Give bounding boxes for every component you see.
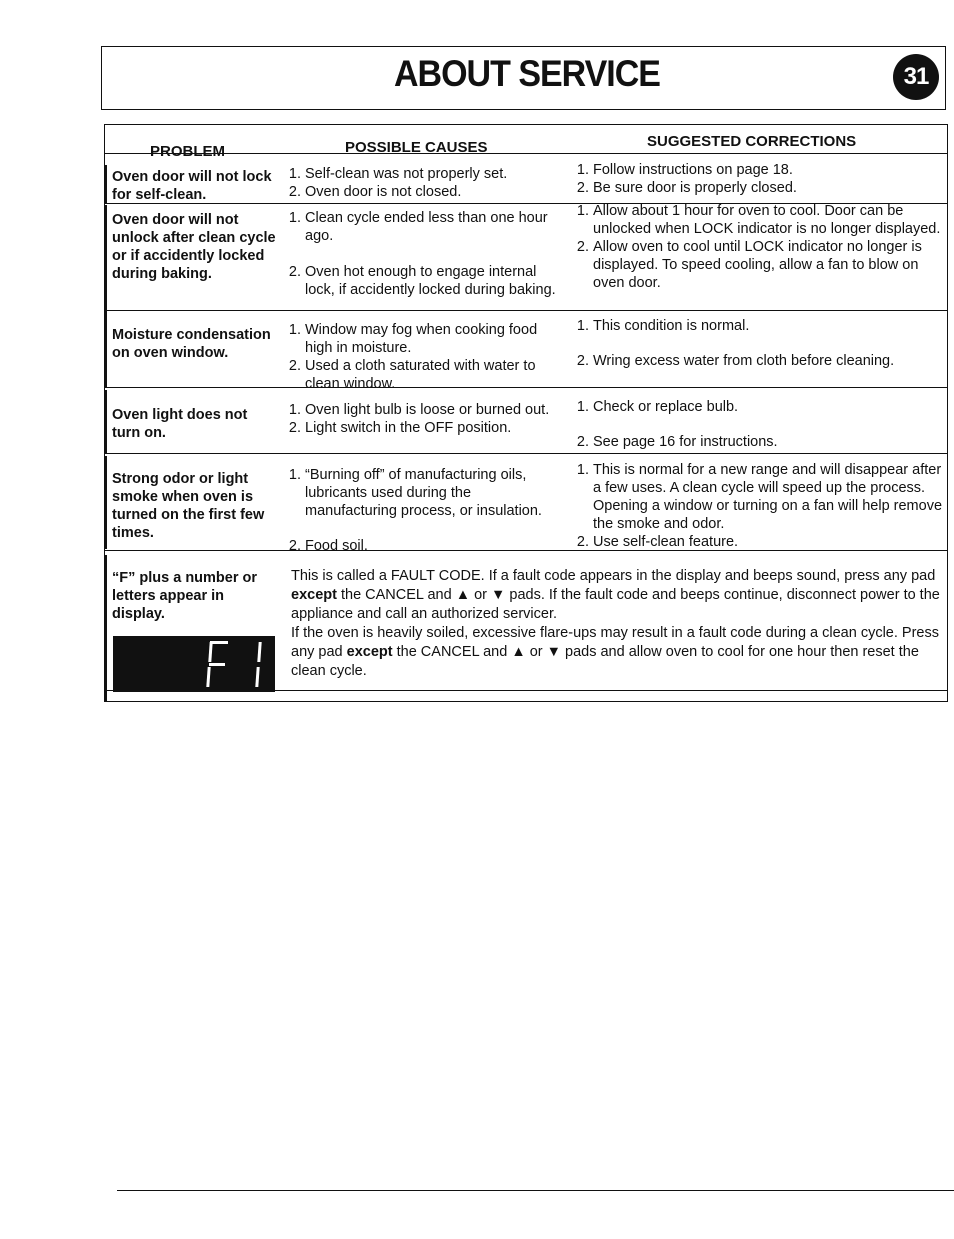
row-divider bbox=[105, 690, 947, 691]
problem-text: Oven door will not unlock after clean cycle or if accidently locked during baking. bbox=[112, 212, 276, 282]
row-divider bbox=[105, 453, 947, 454]
cause-item: 1. Self-clean was not properly set. bbox=[288, 166, 508, 182]
cause-item: 1. Oven light bulb is loose or burned out. bbox=[288, 402, 550, 418]
problem-text: “F” plus a number or letters appear in display. bbox=[112, 570, 258, 622]
row-marker bbox=[105, 555, 107, 701]
row-marker bbox=[105, 165, 107, 203]
cause-item: 2. Food soil. bbox=[288, 538, 368, 554]
correction-item: 1. Follow instructions on page 18. bbox=[576, 162, 793, 178]
cause-item: 2. Light switch in the OFF position. bbox=[288, 420, 512, 436]
problem-text: Oven door will not lock for self-clean. bbox=[112, 169, 272, 203]
row-divider bbox=[105, 387, 947, 388]
cause-item: 2. Oven hot enough to engage internal lock, if accidently locked during baking. bbox=[288, 264, 556, 298]
problem-text: Oven light does not turn on. bbox=[112, 407, 248, 441]
page-number-badge: 31 bbox=[893, 54, 939, 100]
causes-list bbox=[285, 321, 565, 393]
corrections-list bbox=[573, 317, 945, 370]
correction-item: 1. Check or replace bulb. bbox=[576, 399, 739, 415]
correction-item: 2. Wring excess water from cloth before cleaning. bbox=[576, 353, 895, 369]
problem-text: Moisture condensation on oven window. bbox=[112, 327, 271, 361]
correction-item: 1. This condition is normal. bbox=[576, 318, 750, 334]
row-marker bbox=[105, 390, 107, 454]
page-header bbox=[101, 46, 946, 110]
correction-item: 2. Be sure door is properly closed. bbox=[576, 180, 797, 196]
column-header-problem: PROBLEM bbox=[150, 143, 225, 160]
fault-code-display bbox=[113, 636, 275, 692]
cause-item: 2. Used a cloth saturated with water to clean window. bbox=[288, 358, 536, 392]
correction-item: 2. Allow oven to cool until LOCK indicator no longer is displayed. To speed cooling, allow a fan to blow on oven door. bbox=[576, 239, 922, 291]
corrections-list bbox=[573, 398, 945, 451]
cause-item: 1. Window may fog when cooking food high in moisture. bbox=[288, 322, 538, 356]
fault-code-paragraph: If the oven is heavily soiled, excessive flare-ups may result in a fault code during a clean cycle. Press any pad except the CANCEL and ▲ or ▼ pads and allow oven to cool for one hour then reset the clean cycle. bbox=[291, 625, 939, 679]
page-title: ABOUT SERVICE bbox=[394, 53, 660, 95]
corrections-list bbox=[573, 202, 945, 292]
troubleshooting-table bbox=[104, 124, 948, 702]
correction-item: 2. Use self-clean feature. bbox=[576, 534, 739, 550]
correction-item: 1. This is normal for a new range and will disappear after a few uses. A clean cycle will speed up the process. Opening a window or turning on a fan will help remove the smoke and odor. bbox=[576, 462, 943, 532]
fault-code-paragraph: This is called a FAULT CODE. If a fault code appears in the display and beeps sound, press any pad except the CANCEL and ▲ or ▼ pads. If the fault code and beeps continue, disconnect power to the appliance and call an authorized servicer. bbox=[291, 568, 940, 622]
row-marker bbox=[105, 456, 107, 549]
column-header-corrections: SUGGESTED CORRECTIONS bbox=[647, 133, 857, 150]
cause-item: 2. Oven door is not closed. bbox=[288, 184, 462, 200]
causes-list bbox=[285, 401, 565, 437]
footer-rule bbox=[117, 1190, 954, 1191]
row-divider bbox=[105, 153, 947, 154]
problem-text: Strong odor or light smoke when oven is turned on the first few times. bbox=[112, 471, 265, 541]
row-marker bbox=[105, 205, 107, 313]
causes-list bbox=[285, 165, 565, 201]
row-marker bbox=[105, 310, 107, 388]
cause-item: 1. Clean cycle ended less than one hour ago. bbox=[288, 210, 548, 244]
causes-list bbox=[285, 466, 565, 555]
corrections-list bbox=[573, 461, 945, 551]
cause-item: 1. “Burning off” of manufacturing oils, lubricants used during the manufacturing process, or insulation. bbox=[288, 467, 542, 519]
causes-list bbox=[285, 209, 565, 299]
column-header-causes: POSSIBLE CAUSES bbox=[345, 139, 488, 156]
corrections-list bbox=[573, 161, 945, 197]
correction-item: 2. See page 16 for instructions. bbox=[576, 434, 778, 450]
row-divider bbox=[105, 310, 947, 311]
row-divider bbox=[105, 550, 947, 551]
correction-item: 1. Allow about 1 hour for oven to cool. Door can be unlocked when LOCK indicator is no longer displayed. bbox=[576, 203, 941, 237]
